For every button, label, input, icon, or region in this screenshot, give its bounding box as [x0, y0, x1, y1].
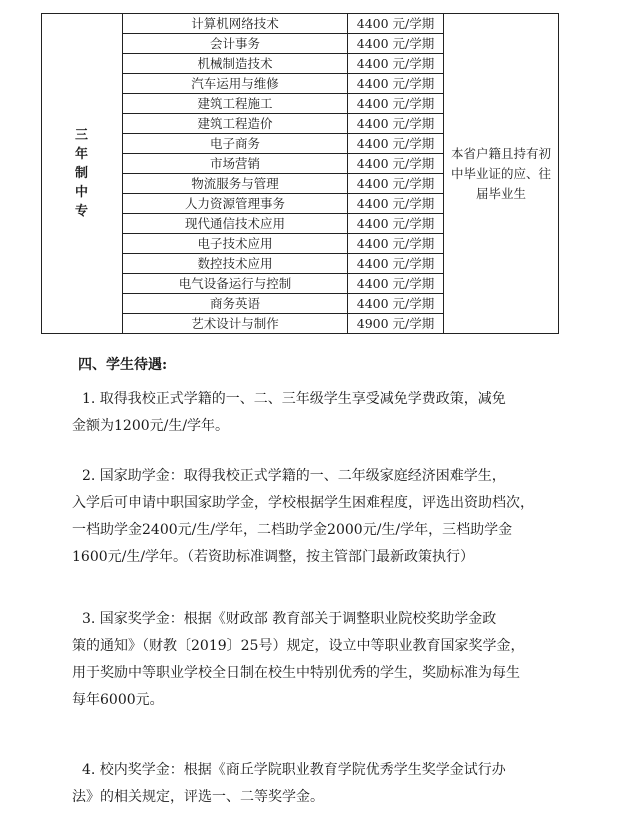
tuition-fee-cell: 4400 元/学期 [348, 194, 444, 214]
paragraph-school-scholarship [72, 757, 592, 811]
major-name-cell: 电子技术应用 [123, 234, 348, 254]
paragraph-national-scholarship [72, 606, 592, 714]
major-name-cell: 人力资源管理事务 [123, 194, 348, 214]
tuition-fee-cell: 4400 元/学期 [348, 214, 444, 234]
paragraph-line: 用于奖励中等职业学校全日制在校生中特别优秀的学生，奖励标准为每生 [72, 665, 520, 681]
paragraph-line: 2. 国家助学金：取得我校正式学籍的一、二年级家庭经济困难学生， [82, 468, 506, 484]
major-name-cell: 物流服务与管理 [123, 174, 348, 194]
paragraph-line: 4. 校内奖学金：根据《商丘学院职业教育学院优秀学生奖学金试行办 [82, 762, 506, 778]
paragraph-line: 每年6000元。 [72, 692, 164, 708]
tuition-fee-cell: 4400 元/学期 [348, 234, 444, 254]
paragraph-line: 策的通知》（财教〔2019〕25号）规定，设立中等职业教育国家奖学金， [72, 638, 525, 654]
tuition-fee-cell: 4400 元/学期 [348, 114, 444, 134]
fee-table-body [42, 14, 559, 334]
tuition-fee-cell: 4400 元/学期 [348, 134, 444, 154]
paragraph-line: 1600元/生/学年。（若资助标准调整，按主管部门最新政策执行） [72, 549, 475, 565]
paragraph-line: 金额为1200元/生/学年。 [72, 418, 230, 434]
tuition-fee-cell: 4400 元/学期 [348, 34, 444, 54]
admission-requirement-cell [444, 14, 559, 334]
section-heading: 四、学生待遇: [78, 357, 168, 373]
major-name-cell: 汽车运用与维修 [123, 74, 348, 94]
fee-table-row [42, 14, 559, 34]
major-name-cell: 市场营销 [123, 154, 348, 174]
tuition-fee-cell: 4400 元/学期 [348, 254, 444, 274]
major-name-cell: 计算机网络技术 [123, 14, 348, 34]
major-name-cell: 商务英语 [123, 294, 348, 314]
major-name-cell: 机械制造技术 [123, 54, 348, 74]
program-category-label: 三年制中专 [75, 128, 90, 219]
tuition-fee-cell: 4400 元/学期 [348, 54, 444, 74]
tuition-fee-cell: 4400 元/学期 [348, 154, 444, 174]
paragraph-line: 入学后可申请中职国家助学金，学校根据学生困难程度，评选出资助档次， [72, 495, 534, 511]
tuition-fee-cell: 4900 元/学期 [348, 314, 444, 334]
paragraph-line: 一档助学金2400元/生/学年，二档助学金2000元/生/学年，三档助学金 [72, 522, 513, 538]
program-category-cell [42, 14, 123, 334]
tuition-fee-cell: 4400 元/学期 [348, 14, 444, 34]
paragraph-line: 法》的相关规定，评选一、二等奖学金。 [72, 789, 324, 805]
major-name-cell: 电气设备运行与控制 [123, 274, 348, 294]
tuition-fee-cell: 4400 元/学期 [348, 74, 444, 94]
admission-requirement-text: 本省户籍且持有初中毕业证的应、往届毕业生 [450, 145, 551, 201]
tuition-fee-cell: 4400 元/学期 [348, 294, 444, 314]
major-name-cell: 现代通信技术应用 [123, 214, 348, 234]
paragraph-national-grant [72, 463, 592, 571]
paragraph-line: 1. 取得我校正式学籍的一、二、三年级学生享受减免学费政策，减免 [82, 391, 506, 407]
major-name-cell: 建筑工程施工 [123, 94, 348, 114]
fee-table [41, 13, 559, 334]
tuition-fee-cell: 4400 元/学期 [348, 174, 444, 194]
major-name-cell: 艺术设计与制作 [123, 314, 348, 334]
major-name-cell: 建筑工程造价 [123, 114, 348, 134]
major-name-cell: 数控技术应用 [123, 254, 348, 274]
major-name-cell: 会计事务 [123, 34, 348, 54]
tuition-fee-cell: 4400 元/学期 [348, 94, 444, 114]
tuition-fee-cell: 4400 元/学期 [348, 274, 444, 294]
paragraph-line: 3. 国家奖学金：根据《财政部 教育部关于调整职业院校奖助学金政 [82, 611, 497, 627]
paragraph-tuition-reduction [72, 386, 592, 440]
major-name-cell: 电子商务 [123, 134, 348, 154]
